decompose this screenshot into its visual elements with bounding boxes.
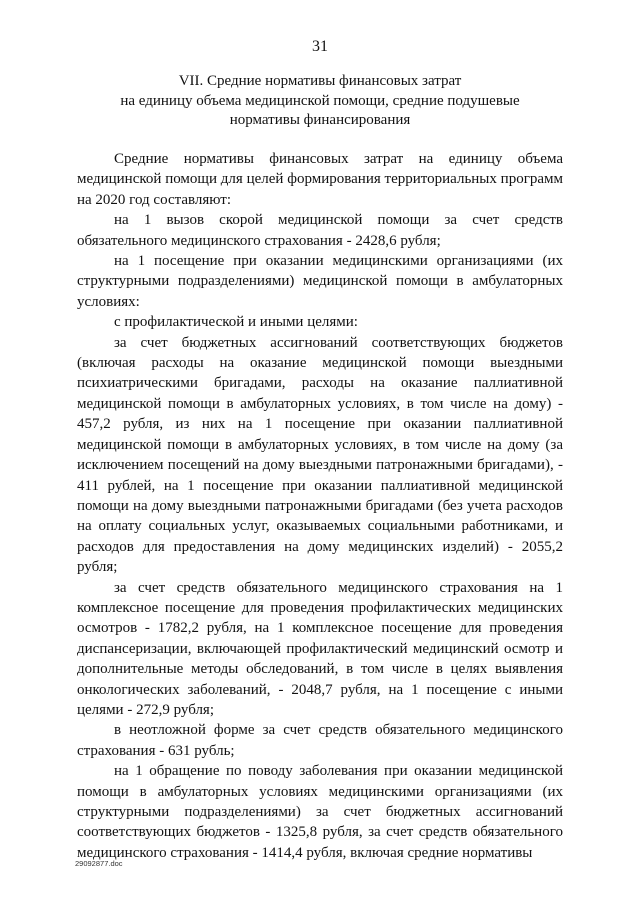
- section-title-line-2: на единицу объема медицинской помощи, средние подушевые: [120, 92, 520, 109]
- footer-filename: 29092877.doc: [75, 859, 123, 868]
- paragraph-disease-appeal: на 1 обращение по поводу заболевания при оказании медицинской помощи в амбулаторных условиях медицинскими организациями (их структурными подразделениями) за счет бюджетных ассигнований соответствующих бюджетов - 1325,8 рубля, за счет средств обязательного медицинского страхования - 1414,4 рубля, включая средние нормативы: [77, 763, 563, 861]
- paragraph-intro: Средние нормативы финансовых затрат на единицу объема медицинской помощи для целей формирования территориальных программ на 2020 год составляют:: [77, 151, 563, 208]
- paragraph-outpatient-visit: на 1 посещение при оказании медицинскими организациями (их структурными подразделениями) медицинской помощи в амбулаторных условиях:: [77, 253, 563, 310]
- section-title: [120, 72, 520, 131]
- section-title-line-1: VII. Средние нормативы финансовых затрат: [178, 73, 462, 89]
- page-number: 31: [312, 38, 328, 55]
- document-body: [77, 149, 563, 863]
- paragraph-budget-allocations: за счет бюджетных ассигнований соответствующих бюджетов (включая расходы на оказание медицинской помощи выездными психиатрическими бригадами, расходы на оказание паллиативной медицинской помощи в амбулаторных условиях, в том числе на дому) - 457,2 рубля, из них на 1 посещение при оказании паллиативной медицинской помощи в амбулаторных условиях, в том числе на дому (за исключением посещений на дому выездными патронажными бригадами), - 411 рублей, на 1 посещение при оказании паллиативной медицинской помощи на дому выездными патронажными бригадами (без учета расходов на оплату социальных услуг, оказываемых социальными работниками, и расходов для предоставления на дому медицинских изделий) - 2055,2 рубля;: [77, 334, 563, 576]
- paragraph-insurance-funds: за счет средств обязательного медицинского страхования на 1 комплексное посещение для проведения профилактических медицинских осмотров - 1782,2 рубля, на 1 комплексное посещение для проведения диспансеризации, включающей профилактический медицинский осмотр и дополнительные методы обследований, в том числе в целях выявления онкологических заболеваний, - 2048,7 рубля, на 1 посещение с иными целями - 272,9 рубля;: [77, 579, 563, 718]
- section-title-line-3: нормативы финансирования: [229, 112, 411, 128]
- paragraph-urgent-form: в неотложной форме за счет средств обязательного медицинского страхования - 631 рубль;: [77, 722, 563, 759]
- paragraph-preventive-purposes: с профилактической и иными целями:: [114, 314, 358, 331]
- paragraph-ambulance-call: на 1 вызов скорой медицинской помощи за счет средств обязательного медицинского страхования - 2428,6 рубля;: [77, 212, 563, 249]
